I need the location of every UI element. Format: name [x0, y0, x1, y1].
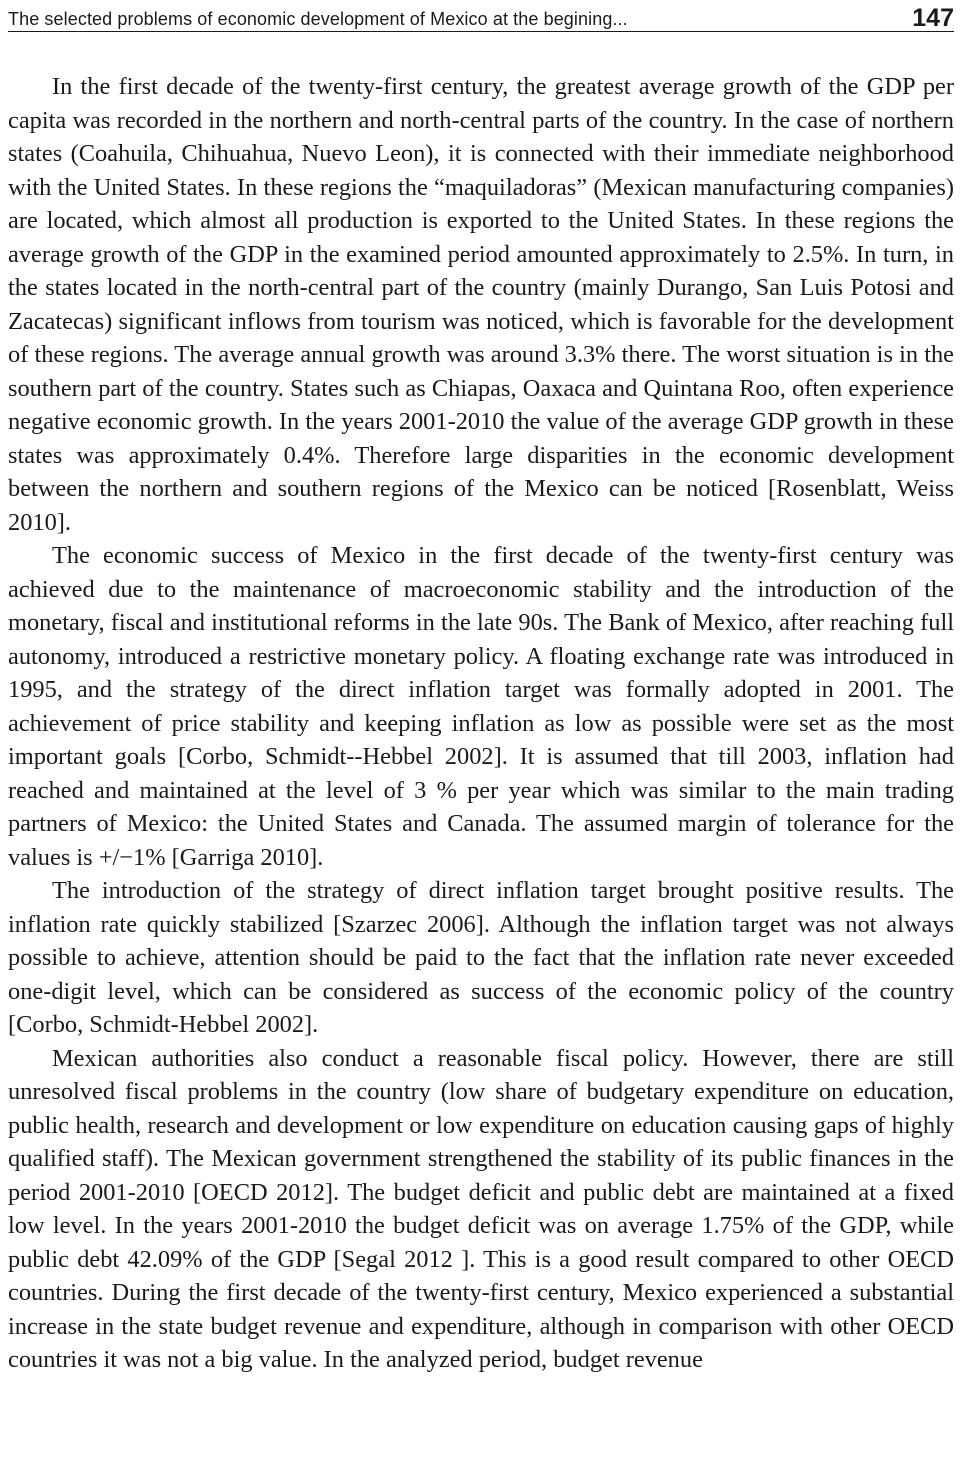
document-page	[8, 0, 954, 1377]
body-text	[8, 70, 954, 1377]
paragraph: In the first decade of the twenty-first century, the greatest average growth of the GDP per capita was recorded in the northern and north-central parts of the country. In the case of northern states (Coahuila, Chihuahua, Nuevo Leon), it is connected with their immediate neighborhood with the United States. In these regions the “maquiladoras” (Mexican manufacturing companies) are located, which almost all production is exported to the United States. In these regions the average growth of the GDP in the examined period amounted approximately to 2.5%. In turn, in the states located in the north-central part of the country (mainly Durango, San Luis Potosi and Zacatecas) significant inflows from tourism was noticed, which is favorable for the development of these regions. The average annual growth was around 3.3% there. The worst situation is in the southern part of the country. States such as Chiapas, Oaxaca and Quintana Roo, often experience negative economic growth. In the years 2001-2010 the value of the average GDP growth in these states was approximately 0.4%. Therefore large disparities in the economic development between the northern and southern regions of the Mexico can be noticed [Rosenblatt, Weiss 2010].	[8, 73, 954, 536]
paragraph: The introduction of the strategy of direct inflation target brought positive results. The inflation rate quickly stabilized [Szarzec 2006]. Although the inflation target was not always possible to achieve, attention should be paid to the fact that the inflation rate never exceeded one-digit level, which can be considered as success of the economic policy of the country [Corbo, Schmidt-Hebbel 2002].	[8, 877, 954, 1038]
running-header-title: The selected problems of economic development of Mexico at the begining...	[8, 9, 628, 29]
running-header	[8, 0, 954, 32]
paragraph: Mexican authorities also conduct a reasonable fiscal policy. However, there are still unresolved fiscal problems in the country (low share of budgetary expenditure on education, public health, research and development or low expenditure on education causing gaps of highly qualified staff). The Mexican government strengthened the stability of its public finances in the period 2001-2010 [OECD 2012]. The budget deficit and public debt are maintained at a fixed low level. In the years 2001-2010 the budget deficit was on average 1.75% of the GDP, while public debt 42.09% of the GDP [Segal 2012 ]. This is a good result compared to other OECD countries. During the first decade of the twenty-first century, Mexico experienced a substantial increase in the state budget revenue and expenditure, although in comparison with other OECD countries it was not a big value. In the analyzed period, budget revenue	[8, 1044, 954, 1373]
paragraph: The economic success of Mexico in the first decade of the twenty-first century was achieved due to the maintenance of macroeconomic stability and the introduction of the monetary, fiscal and institutional reforms in the late 90s. The Bank of Mexico, after reaching full autonomy, introduced a restrictive monetary policy. A floating exchange rate was introduced in 1995, and the strategy of the direct inflation target was formally adopted in 2001. The achievement of price stability and keeping inflation as low as possible were set as the most important goals [Corbo, Schmidt-‑Hebbel 2002]. It is assumed that till 2003, inflation had reached and maintained at the level of 3 % per year which was similar to the main trading partners of Mexico: the United States and Canada. The assumed margin of tolerance for the values is +/−1% [Garriga 2010].	[8, 542, 954, 871]
page-number: 147	[912, 4, 954, 32]
